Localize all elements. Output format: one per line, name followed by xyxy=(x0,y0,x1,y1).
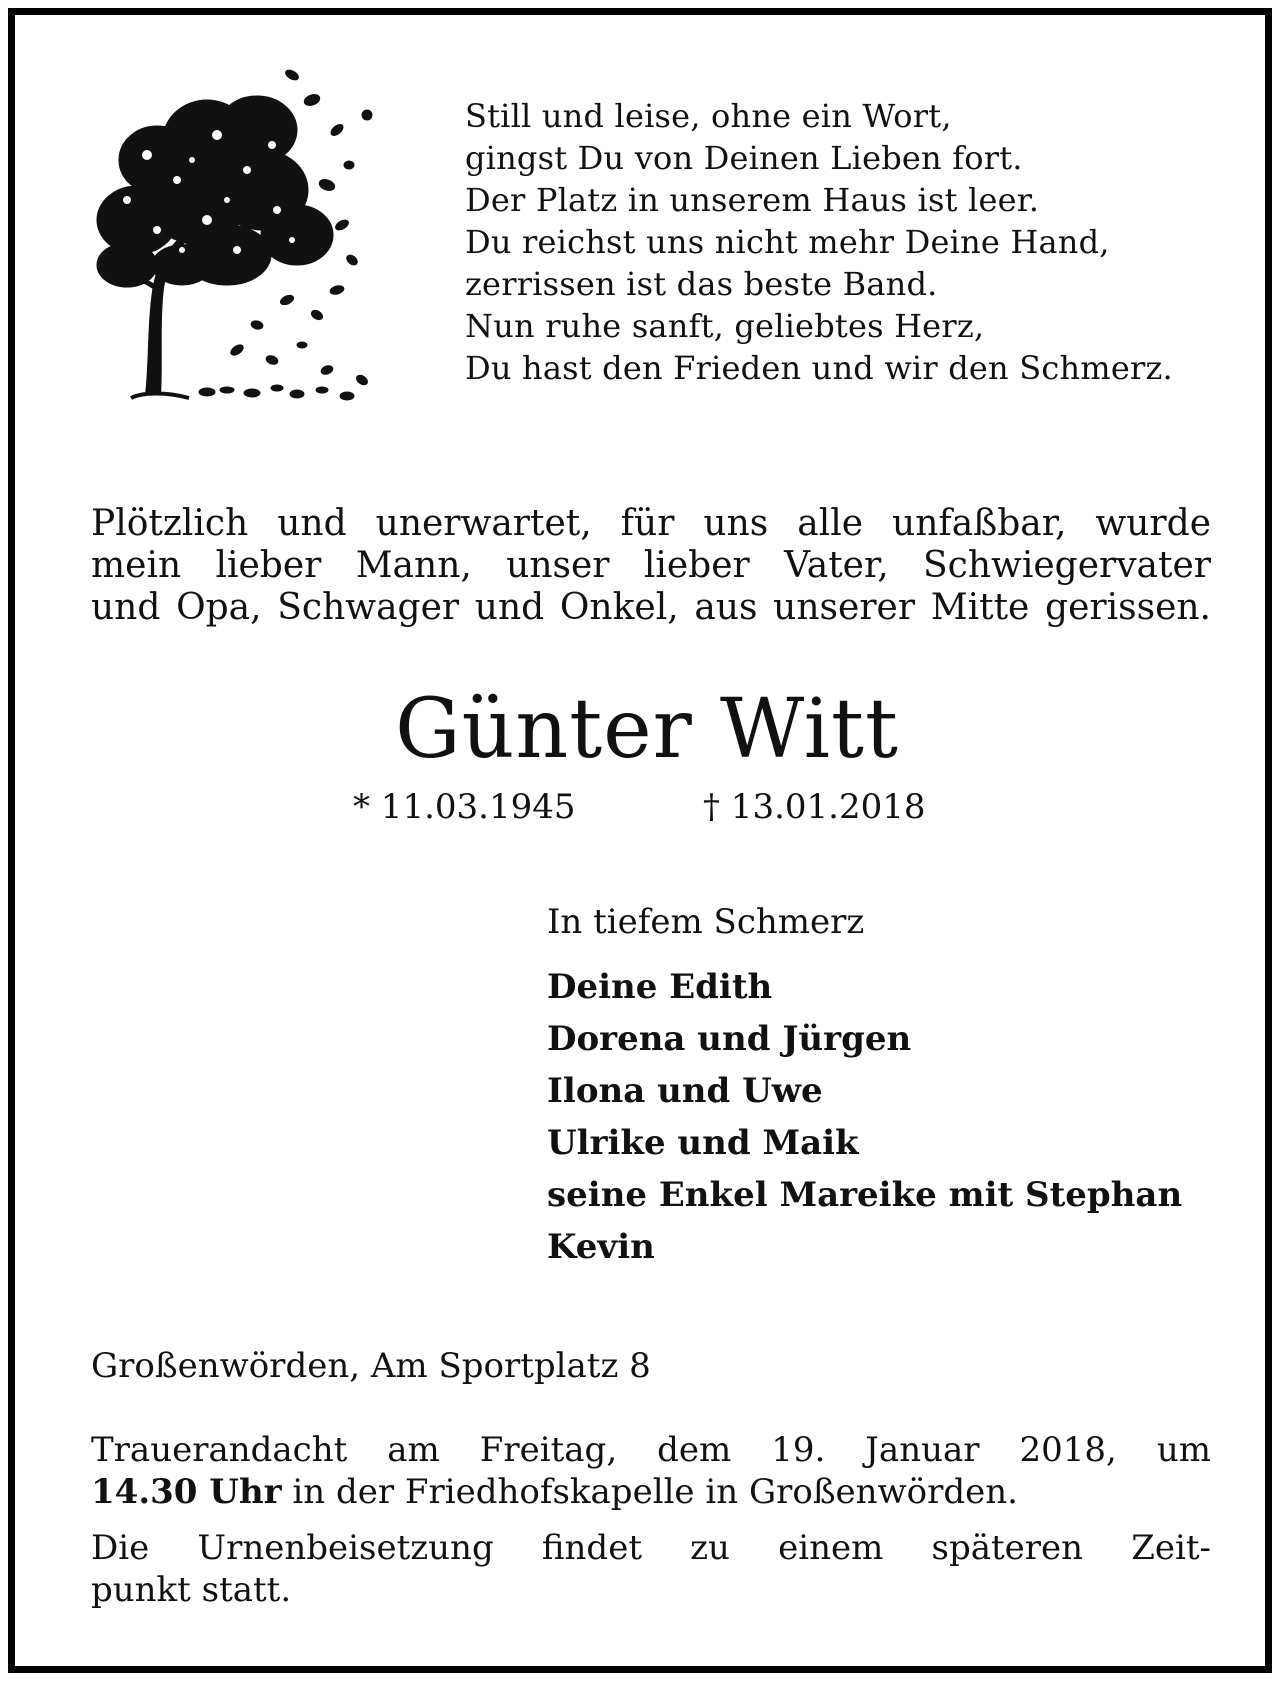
mourner: Ilona und Uwe xyxy=(547,1071,823,1111)
announcement-line: mein lieber Mann, unser lieber Vater, Schwiegervater xyxy=(91,545,1211,586)
burial-line: punkt statt. xyxy=(91,1570,292,1610)
burial-info xyxy=(91,1527,1211,1611)
service-location: in der Friedhofskapelle in Großenwörden. xyxy=(281,1472,1018,1512)
deceased-name: Günter Witt xyxy=(395,682,899,777)
memorial-poem xyxy=(465,95,1225,389)
mourner: Kevin xyxy=(547,1227,655,1267)
poem-line: Nun ruhe sanft, geliebtes Herz, xyxy=(465,307,985,345)
poem-line: zerrissen ist das beste Band. xyxy=(465,265,938,303)
burial-line: Die Urnenbeisetzung findet zu einem späteren Zeit- xyxy=(91,1528,1211,1568)
mourner: Deine Edith xyxy=(547,967,773,1007)
service-line: Trauerandacht am Freitag, dem 19. Januar 2018, um xyxy=(91,1430,1211,1470)
birth-date: * 11.03.1945 xyxy=(353,787,576,827)
service-line xyxy=(91,1471,1211,1513)
address: Großenwörden, Am Sportplatz 8 xyxy=(91,1346,651,1386)
death-date: † 13.01.2018 xyxy=(703,787,926,827)
mourner: Ulrike und Maik xyxy=(547,1123,859,1163)
poem-line: gingst Du von Deinen Lieben fort. xyxy=(465,139,1023,177)
poem-line: Du reichst uns nicht mehr Deine Hand, xyxy=(465,223,1110,261)
service-time: 14.30 Uhr xyxy=(91,1472,282,1512)
mourners-list xyxy=(547,901,1227,1273)
poem-line: Still und leise, ohne ein Wort, xyxy=(465,97,952,135)
windblown-tree-icon xyxy=(87,60,377,405)
announcement-text xyxy=(91,503,1211,629)
announcement-line: Plötzlich und unerwartet, für uns alle unfaßbar, wurde xyxy=(91,503,1211,544)
poem-line: Du hast den Frieden und wir den Schmerz. xyxy=(465,349,1173,387)
mourning-label: In tiefem Schmerz xyxy=(547,902,865,942)
announcement-line: und Opa, Schwager und Onkel, aus unserer Mitte gerissen. xyxy=(91,587,1211,628)
service-info xyxy=(91,1429,1211,1513)
mourner: Dorena und Jürgen xyxy=(547,1019,912,1059)
mourner: seine Enkel Mareike mit Stephan xyxy=(547,1175,1183,1215)
obituary-notice xyxy=(8,8,1272,1673)
poem-line: Der Platz in unserem Haus ist leer. xyxy=(465,181,1040,219)
